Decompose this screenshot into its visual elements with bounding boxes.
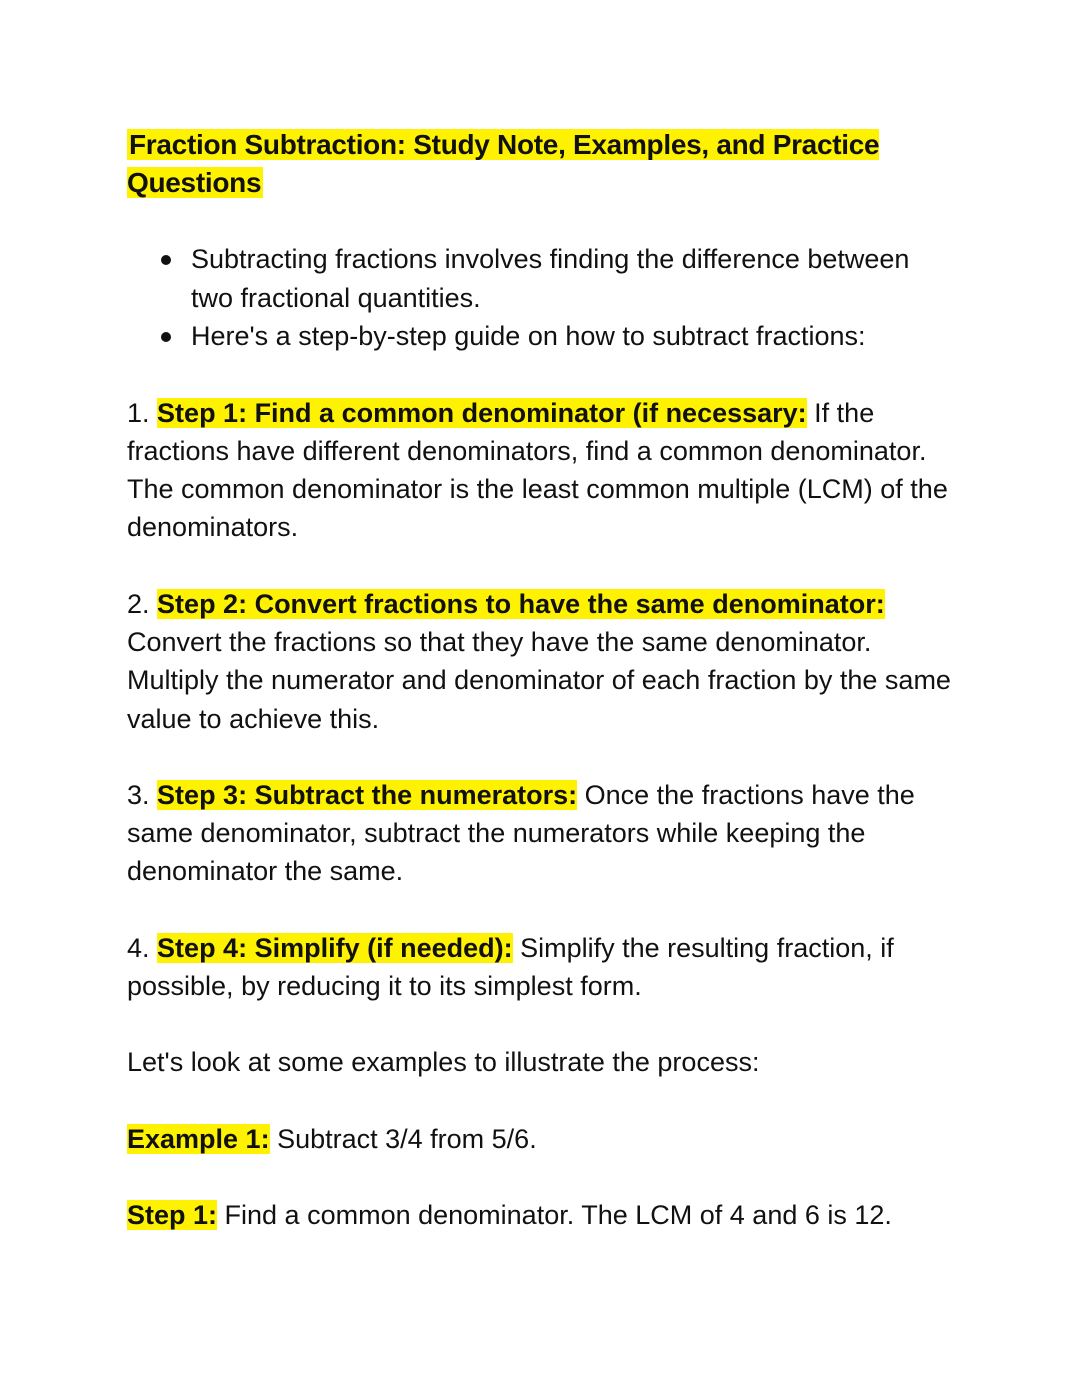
example-step-label: Step 1: — [127, 1199, 218, 1230]
step-number: 1. — [127, 397, 150, 428]
bullet-dot-icon — [161, 332, 171, 342]
document-page — [127, 126, 957, 1234]
step-number: 4. — [127, 932, 150, 963]
document-title — [127, 126, 957, 202]
example-1-paragraph — [127, 1120, 957, 1158]
step-2-paragraph — [127, 585, 957, 738]
step-number: 2. — [127, 588, 150, 619]
step-1-paragraph — [127, 394, 957, 547]
step-text: If the fractions have different denominators, find a common denominator. The common denominator is the least common multiple (LCM) of the denominators. — [127, 397, 948, 543]
step-4-paragraph — [127, 929, 957, 1006]
step-heading: Step 1: Find a common denominator (if necessary: — [157, 397, 807, 428]
step-3-paragraph — [127, 776, 957, 891]
step-text: Simplify the resulting fraction, if possible, by reducing it to its simplest form. — [127, 932, 894, 1002]
bullet-item: Here's a step-by-step guide on how to subtract fractions: — [191, 317, 957, 356]
step-heading: Step 4: Simplify (if needed): — [157, 932, 513, 963]
step-heading: Step 2: Convert fractions to have the same denominator: — [157, 588, 885, 619]
step-number: 3. — [127, 779, 150, 810]
intro-bullet-list — [127, 240, 957, 356]
examples-intro: Let's look at some examples to illustrate the process: — [127, 1047, 760, 1078]
example-label: Example 1: — [127, 1123, 270, 1154]
step-heading: Step 3: Subtract the numerators: — [157, 779, 578, 810]
step-text: Convert the fractions so that they have the same denominator. Multiply the numerator and denominator of each fraction by the same value to achieve this. — [127, 626, 951, 734]
example-1-step-1 — [127, 1196, 957, 1234]
bullet-dot-icon — [161, 255, 171, 265]
bullet-item: Subtracting fractions involves finding the difference between two fractional quantities. — [191, 240, 957, 317]
step-text: Once the fractions have the same denominator, subtract the numerators while keeping the denominator the same. — [127, 779, 915, 887]
title-highlight: Fraction Subtraction: Study Note, Examples, and Practice Questions — [127, 129, 880, 198]
example-text: Subtract 3/4 from 5/6. — [269, 1123, 537, 1154]
example-step-text: Find a common denominator. The LCM of 4 and 6 is 12. — [217, 1199, 892, 1230]
